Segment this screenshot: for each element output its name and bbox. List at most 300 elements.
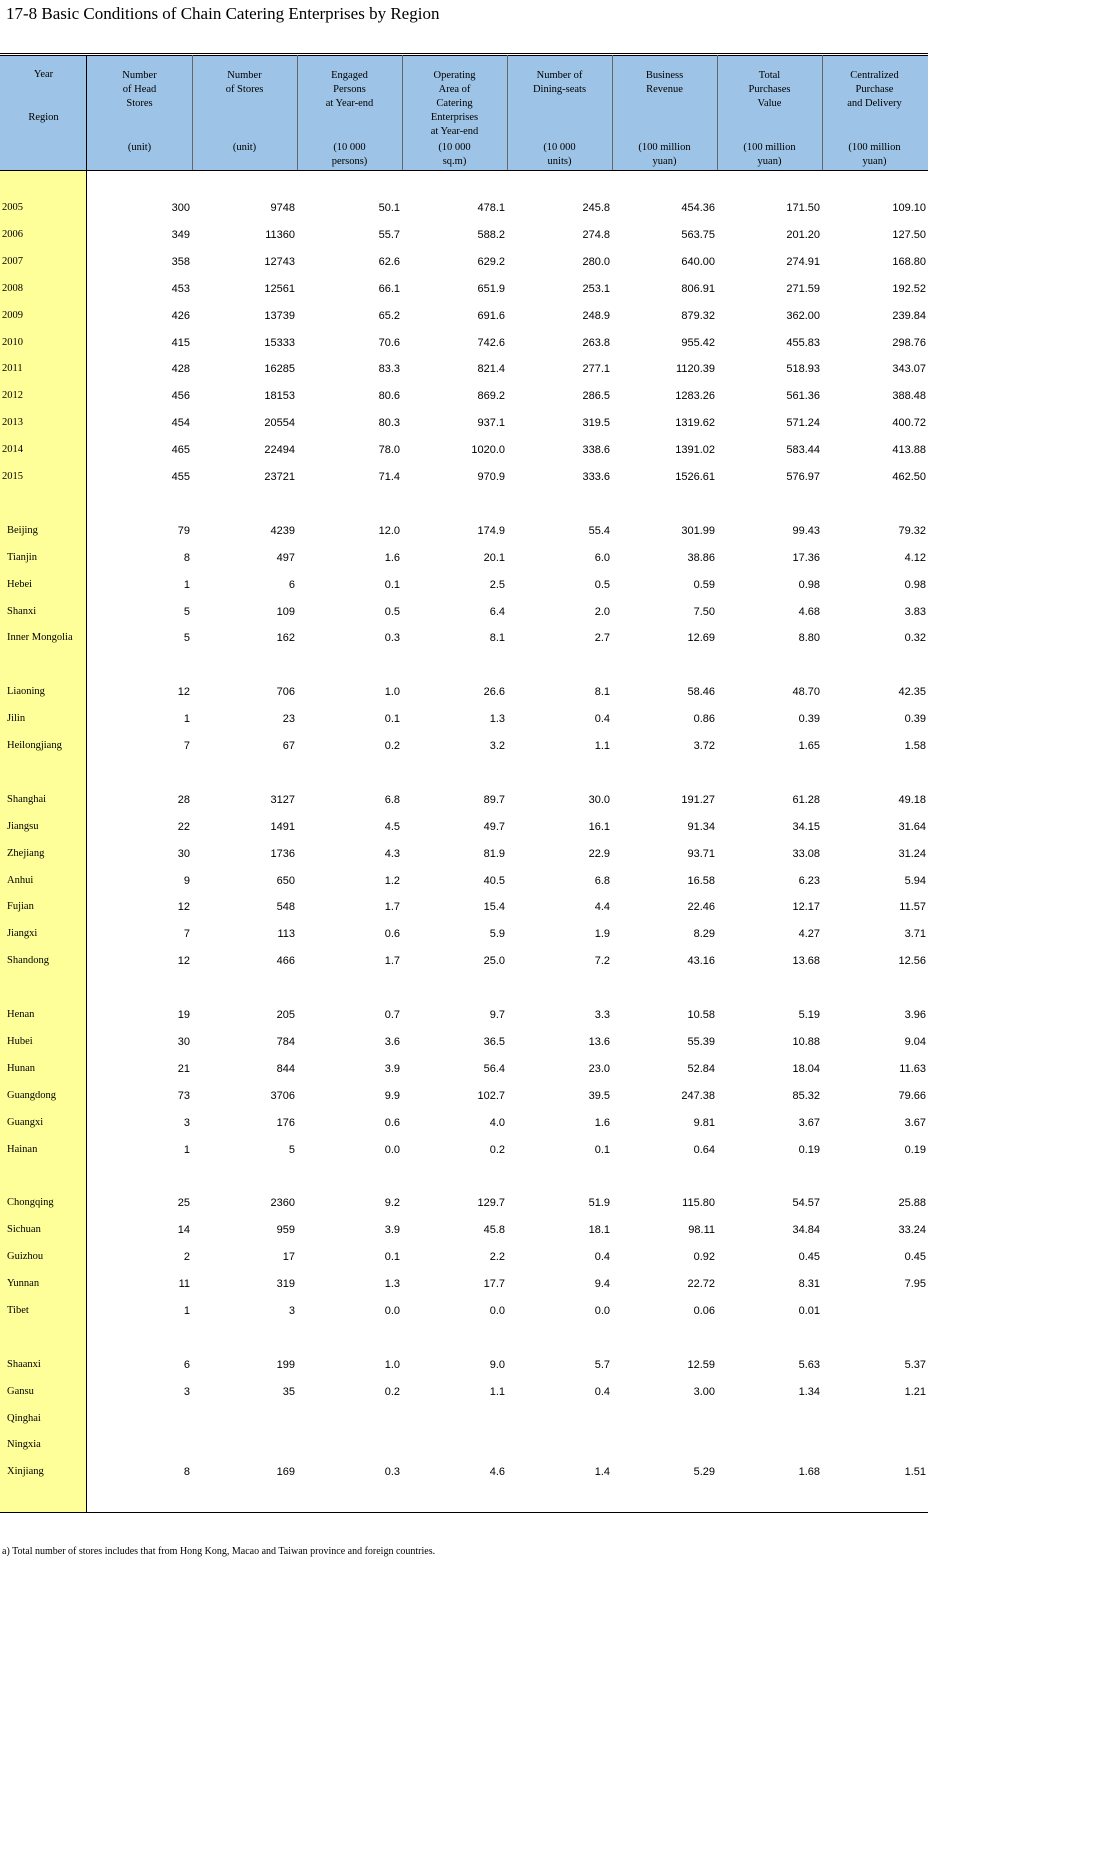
- table-cell: 1.34: [798, 1385, 820, 1398]
- table-cell: 18.04: [792, 1062, 820, 1075]
- header-column-label: Total Purchases Value: [748, 70, 791, 109]
- row-label: Henan: [7, 1009, 35, 1020]
- table-cell: 454: [171, 417, 190, 430]
- table-cell: 9.9: [384, 1089, 400, 1102]
- table-row: [0, 1305, 928, 1321]
- table-cell: 0.2: [384, 740, 400, 752]
- table-cell: 869.2: [477, 390, 505, 403]
- table-cell: 1319.62: [675, 417, 715, 430]
- table-cell: 413.88: [892, 444, 926, 457]
- table-cell: 3706: [270, 1089, 295, 1102]
- table-cell: 1.68: [798, 1466, 820, 1479]
- table-cell: 821.4: [477, 363, 505, 376]
- table-cell: 3.9: [384, 1224, 400, 1237]
- table-cell: 0.1: [384, 713, 400, 726]
- table-cell: 55.4: [588, 524, 610, 537]
- table-cell: 2.5: [489, 578, 505, 591]
- table-row: [0, 310, 928, 326]
- table-cell: 0.0: [384, 1304, 400, 1317]
- row-label: Anhui: [7, 874, 34, 886]
- table-cell: 462.50: [892, 471, 926, 483]
- table-cell: 1.1: [594, 740, 610, 752]
- row-label: Hebei: [7, 578, 33, 590]
- table-cell: 1.9: [594, 928, 610, 941]
- row-label: Ningxia: [7, 1439, 41, 1451]
- table-cell: 8.1: [489, 632, 505, 645]
- table-cell: 80.6: [378, 390, 400, 403]
- table-cell: 455: [171, 471, 190, 483]
- table-cell: 23: [282, 713, 295, 726]
- table-cell: 71.4: [378, 471, 400, 483]
- row-label: Shandong: [7, 955, 49, 967]
- header-column-2: [192, 55, 297, 170]
- table-cell: 1.7: [384, 955, 400, 968]
- table-cell: 576.97: [786, 471, 820, 483]
- table-cell: 1: [183, 713, 190, 726]
- header-column-divider: [717, 55, 718, 170]
- table-cell: 115.80: [682, 1197, 715, 1210]
- table-cell: 0.59: [693, 578, 715, 591]
- table-cell: 0.7: [384, 1009, 400, 1021]
- table-row: [0, 1090, 928, 1106]
- table-cell: 4.27: [798, 928, 820, 941]
- table-cell: 286.5: [582, 390, 610, 403]
- table-cell: 9: [183, 874, 190, 887]
- table-cell: 26.6: [483, 686, 505, 699]
- row-label: 2014: [2, 444, 23, 456]
- row-label: Beijing: [7, 524, 38, 536]
- table-cell: 0.64: [693, 1143, 715, 1156]
- table-cell: 2.7: [594, 632, 610, 645]
- table-cell: 3.71: [904, 928, 926, 941]
- table-cell: 12: [177, 955, 190, 968]
- table-cell: 52.84: [687, 1062, 715, 1075]
- table-cell: 6.8: [384, 793, 400, 806]
- table-cell: 415: [171, 336, 190, 349]
- table-row: [0, 875, 928, 891]
- table-row: [0, 283, 928, 299]
- table-cell: 12561: [264, 282, 295, 295]
- table-cell: 58.46: [687, 686, 715, 699]
- header-column-label: Business Revenue: [645, 70, 684, 95]
- table-cell: 20554: [264, 417, 295, 430]
- row-label: 2013: [2, 417, 23, 429]
- table-cell: 8: [183, 1466, 190, 1479]
- table-cell: 61.28: [792, 793, 820, 806]
- table-cell: 1.2: [384, 874, 400, 887]
- table-cell: 6.8: [594, 874, 610, 887]
- table-cell: 205: [276, 1009, 295, 1021]
- table-cell: 199: [276, 1358, 295, 1371]
- table-cell: 1: [183, 578, 190, 591]
- table-cell: 0.4: [594, 1385, 610, 1398]
- table-cell: 11.63: [899, 1062, 926, 1075]
- table-cell: 6.23: [798, 874, 820, 887]
- table-cell: 11.57: [899, 901, 926, 914]
- table-cell: 338.6: [582, 444, 610, 457]
- table-cell: 0.19: [904, 1143, 926, 1156]
- table-cell: 30.0: [588, 793, 610, 806]
- table-cell: 49.18: [898, 793, 926, 806]
- table-cell: 7.95: [904, 1278, 926, 1290]
- row-label: Tianjin: [7, 551, 37, 563]
- row-label: Gansu: [7, 1385, 34, 1397]
- header-column-1: [87, 55, 192, 170]
- row-label: Shanghai: [7, 793, 47, 805]
- table-cell: 691.6: [477, 309, 505, 322]
- table-row: [0, 1386, 928, 1402]
- row-label: Qinghai: [7, 1412, 41, 1424]
- table-row: [0, 1009, 928, 1025]
- table-cell: 4.4: [594, 901, 610, 914]
- table-cell: 15.4: [483, 901, 505, 914]
- table-cell: 169: [276, 1466, 295, 1479]
- table-cell: 3: [183, 1385, 190, 1398]
- header-bottom-rule: [0, 170, 928, 171]
- table-cell: 50.1: [378, 202, 400, 214]
- row-label: 2006: [2, 228, 23, 240]
- table-cell: 3.83: [904, 605, 926, 618]
- header-column-unit: (10 000 sq.m): [438, 142, 471, 167]
- row-label: 2015: [2, 471, 23, 482]
- table-row: [0, 256, 928, 272]
- table-cell: 43.16: [687, 955, 715, 968]
- table-cell: 844: [276, 1062, 295, 1075]
- table-row: [0, 821, 928, 837]
- row-label: 2005: [2, 202, 23, 213]
- table-title: 17-8 Basic Conditions of Chain Catering Enterprises by Region: [6, 4, 440, 23]
- table-cell: 99.43: [792, 524, 820, 537]
- header-column-4: [402, 55, 507, 170]
- row-label: 2012: [2, 390, 23, 402]
- table-cell: 85.32: [792, 1089, 820, 1102]
- header-column-divider: [192, 55, 193, 170]
- table-row: [0, 337, 928, 353]
- table-cell: 8.29: [693, 928, 715, 941]
- footnote: a) Total number of stores includes that from Hong Kong, Macao and Taiwan province and foreign countries.: [2, 1546, 436, 1557]
- table-row: [0, 363, 928, 379]
- table-cell: 3.67: [798, 1116, 820, 1129]
- table-row: [0, 1439, 928, 1455]
- table-cell: 102.7: [477, 1089, 505, 1102]
- table-cell: 0.32: [904, 632, 926, 645]
- table-cell: 0.45: [904, 1251, 926, 1264]
- table-cell: 17: [282, 1251, 295, 1264]
- table-row: [0, 1359, 928, 1375]
- header-column-unit: (100 million yuan): [743, 142, 796, 167]
- table-cell: 16285: [264, 363, 295, 376]
- table-cell: 19: [177, 1009, 190, 1021]
- table-cell: 1.7: [384, 901, 400, 914]
- table-cell: 10.88: [792, 1035, 820, 1048]
- table-cell: 0.98: [798, 578, 820, 591]
- table-cell: 563.75: [681, 228, 715, 241]
- table-cell: 1.58: [904, 740, 926, 752]
- table-cell: 33.08: [792, 847, 820, 860]
- table-cell: 70.6: [378, 336, 400, 349]
- table-cell: 5.29: [693, 1466, 715, 1479]
- row-label: Guizhou: [7, 1251, 44, 1263]
- table-row: [0, 928, 928, 944]
- header-column-unit: (10 000 units): [543, 142, 576, 167]
- row-label: Heilongjiang: [7, 740, 62, 751]
- table-cell: 67: [282, 740, 295, 752]
- table-cell: 12: [177, 686, 190, 699]
- table-cell: 959: [276, 1224, 295, 1237]
- table-cell: 127.50: [892, 228, 926, 241]
- table-row: [0, 525, 928, 541]
- table-cell: 8.80: [798, 632, 820, 645]
- table-cell: 1.1: [489, 1385, 505, 1398]
- table-cell: 40.5: [483, 874, 505, 887]
- row-label: Xinjiang: [7, 1466, 44, 1478]
- table-cell: 640.00: [681, 255, 715, 268]
- table-cell: 10.58: [687, 1009, 715, 1021]
- table-cell: 6.0: [594, 551, 610, 564]
- table-cell: 66.1: [378, 282, 400, 295]
- table-cell: 955.42: [681, 336, 715, 349]
- header-year: Year: [33, 69, 54, 80]
- table-cell: 83.3: [378, 363, 400, 376]
- table-cell: 1.0: [384, 686, 400, 699]
- table-cell: 0.39: [798, 713, 820, 726]
- row-label: Shaanxi: [7, 1358, 41, 1370]
- header-column-unit: (10 000 persons): [331, 142, 368, 167]
- header-column-unit: (unit): [232, 142, 257, 153]
- row-label: Hunan: [7, 1062, 35, 1074]
- table-cell: 168.80: [892, 255, 926, 268]
- table-cell: 428: [171, 363, 190, 376]
- header-column-divider: [612, 55, 613, 170]
- table-cell: 650: [276, 874, 295, 887]
- table-cell: 4.5: [384, 820, 400, 833]
- table-cell: 78.0: [378, 444, 400, 457]
- table-cell: 2360: [270, 1197, 295, 1210]
- row-label: 2008: [2, 282, 23, 294]
- table-cell: 109: [276, 605, 295, 618]
- table-cell: 12.0: [378, 524, 400, 537]
- header-column-5: [507, 55, 612, 170]
- table-cell: 171.50: [786, 202, 820, 214]
- table-cell: 263.8: [582, 336, 610, 349]
- table-cell: 3.00: [693, 1385, 715, 1398]
- table-row: [0, 202, 928, 218]
- table-cell: 36.5: [483, 1035, 505, 1048]
- table-cell: 319: [276, 1278, 295, 1290]
- table-cell: 1.3: [489, 713, 505, 726]
- table-cell: 1020.0: [471, 444, 505, 457]
- table-cell: 0.92: [693, 1251, 715, 1264]
- table-cell: 30: [177, 847, 190, 860]
- table-cell: 4.3: [384, 847, 400, 860]
- table-cell: 3: [288, 1304, 295, 1317]
- table-row: [0, 1466, 928, 1482]
- table-cell: 879.32: [681, 309, 715, 322]
- header-column-8: [822, 55, 927, 170]
- row-label: Shanxi: [7, 605, 37, 617]
- table-cell: 17.36: [792, 551, 820, 564]
- table-cell: 25.88: [898, 1197, 926, 1210]
- table-cell: 5.19: [798, 1009, 820, 1021]
- table-cell: 25.0: [483, 955, 505, 968]
- table-cell: 201.20: [786, 228, 820, 241]
- table-cell: 0.1: [384, 1251, 400, 1264]
- table-cell: 20.1: [483, 551, 505, 564]
- table-cell: 742.6: [477, 336, 505, 349]
- header-column-divider: [822, 55, 823, 170]
- table-cell: 248.9: [582, 309, 610, 322]
- table-row: [0, 848, 928, 864]
- header-column-3: [297, 55, 402, 170]
- table-row: [0, 1224, 928, 1240]
- table-cell: 73: [177, 1089, 190, 1102]
- table-cell: 3.67: [904, 1116, 926, 1129]
- table-cell: 9.4: [594, 1278, 610, 1290]
- table-cell: 176: [276, 1116, 295, 1129]
- table-cell: 245.8: [582, 202, 610, 214]
- table-cell: 1.51: [904, 1466, 926, 1479]
- table-cell: 1491: [270, 820, 295, 833]
- table-cell: 9.0: [489, 1358, 505, 1371]
- table-row: [0, 1036, 928, 1052]
- table-cell: 0.5: [384, 605, 400, 618]
- row-label: Inner Mongolia: [7, 632, 73, 644]
- table-cell: 0.0: [594, 1304, 610, 1317]
- table-cell: 162: [276, 632, 295, 645]
- table-cell: 9748: [270, 202, 295, 214]
- table-cell: 23.0: [588, 1062, 610, 1075]
- table-cell: 0.5: [594, 578, 610, 591]
- table-top-rule: [0, 53, 928, 54]
- table-cell: 22.46: [687, 901, 715, 914]
- table-cell: 191.27: [681, 793, 715, 806]
- row-label: 2011: [2, 363, 23, 375]
- row-label: Jiangsu: [7, 820, 39, 832]
- table-cell: 4.12: [904, 551, 926, 564]
- table-cell: 16.58: [687, 874, 715, 887]
- table-cell: 253.1: [582, 282, 610, 295]
- header-column-unit: (unit): [127, 142, 152, 153]
- header-column-label: Engaged Persons at Year-end: [325, 70, 374, 109]
- header-column-label: Number of Dining-seats: [532, 70, 587, 95]
- row-label: Guangxi: [7, 1116, 44, 1128]
- table-cell: 1120.39: [676, 363, 715, 376]
- table-cell: 15333: [264, 336, 295, 349]
- table-cell: 13739: [264, 309, 295, 322]
- table-cell: 0.0: [384, 1143, 400, 1156]
- table-cell: 18153: [264, 390, 295, 403]
- table-cell: 478.1: [477, 202, 505, 214]
- table-cell: 1283.26: [675, 390, 715, 403]
- table-cell: 13.68: [792, 955, 820, 968]
- table-row: [0, 579, 928, 595]
- table-cell: 358: [171, 255, 190, 268]
- row-label: Guangdong: [7, 1089, 56, 1101]
- table-cell: 3.96: [904, 1009, 926, 1021]
- table-cell: 42.35: [898, 686, 926, 699]
- table-cell: 2.0: [594, 605, 610, 618]
- table-row: [0, 444, 928, 460]
- table-cell: 456: [171, 390, 190, 403]
- header-column-divider: [402, 55, 403, 170]
- table-cell: 30: [177, 1035, 190, 1048]
- table-row: [0, 552, 928, 568]
- table-cell: 1526.61: [675, 471, 715, 483]
- table-cell: 6.4: [489, 605, 505, 618]
- table-cell: 9.04: [904, 1035, 926, 1048]
- table-cell: 16.1: [588, 820, 610, 833]
- table-cell: 34.15: [792, 820, 820, 833]
- table-cell: 48.70: [792, 686, 820, 699]
- table-cell: 12: [177, 901, 190, 914]
- table-cell: 388.48: [892, 390, 926, 403]
- table-cell: 0.6: [384, 1116, 400, 1129]
- row-label: Hainan: [7, 1143, 38, 1155]
- table-cell: 31.64: [898, 820, 926, 833]
- table-cell: 113: [277, 928, 295, 941]
- table-cell: 62.6: [378, 255, 400, 268]
- table-cell: 583.44: [786, 444, 820, 457]
- table-cell: 51.9: [588, 1197, 610, 1210]
- header-column-divider: [507, 55, 508, 170]
- table-cell: 455.83: [786, 336, 820, 349]
- table-cell: 548: [276, 901, 295, 914]
- table-bottom-rule: [0, 1512, 928, 1513]
- table-cell: 3: [183, 1116, 190, 1129]
- table-cell: 400.72: [892, 417, 926, 430]
- table-cell: 33.24: [898, 1224, 926, 1237]
- table-cell: 937.1: [477, 417, 505, 430]
- table-cell: 12743: [264, 255, 295, 268]
- table-cell: 561.36: [786, 390, 820, 403]
- table-cell: 349: [171, 228, 190, 241]
- table-row: [0, 1144, 928, 1160]
- table-cell: 8.31: [798, 1278, 820, 1290]
- table-cell: 55.39: [687, 1035, 715, 1048]
- table-row: [0, 417, 928, 433]
- table-cell: 79.32: [898, 524, 926, 537]
- table-cell: 23721: [264, 471, 295, 483]
- table-cell: 0.4: [594, 713, 610, 726]
- table-cell: 6: [183, 1358, 190, 1371]
- table-cell: 5.7: [594, 1358, 610, 1371]
- table-cell: 806.91: [681, 282, 715, 295]
- table-cell: 4.0: [489, 1116, 505, 1129]
- table-row: [0, 794, 928, 810]
- table-cell: 38.86: [687, 551, 715, 564]
- table-row: [0, 1063, 928, 1079]
- table-cell: 0.19: [798, 1143, 820, 1156]
- table-cell: 79.66: [898, 1089, 926, 1102]
- table-cell: 192.52: [892, 282, 926, 295]
- table-row: [0, 1251, 928, 1267]
- table-cell: 4.6: [489, 1466, 505, 1479]
- table-cell: 465: [171, 444, 190, 457]
- table-cell: 109.10: [892, 202, 926, 214]
- table-cell: 79: [177, 524, 190, 537]
- table-cell: 0.01: [798, 1304, 820, 1317]
- table-row: [0, 1413, 928, 1429]
- table-cell: 588.2: [477, 228, 505, 241]
- table-cell: 98.11: [688, 1224, 715, 1237]
- row-label: 2009: [2, 309, 23, 321]
- table-cell: 9.2: [384, 1197, 400, 1210]
- table-cell: 18.1: [588, 1224, 610, 1237]
- table-row: [0, 901, 928, 917]
- table-cell: 22.9: [588, 847, 610, 860]
- table-cell: 8.1: [594, 686, 610, 699]
- table-cell: 5: [183, 605, 190, 618]
